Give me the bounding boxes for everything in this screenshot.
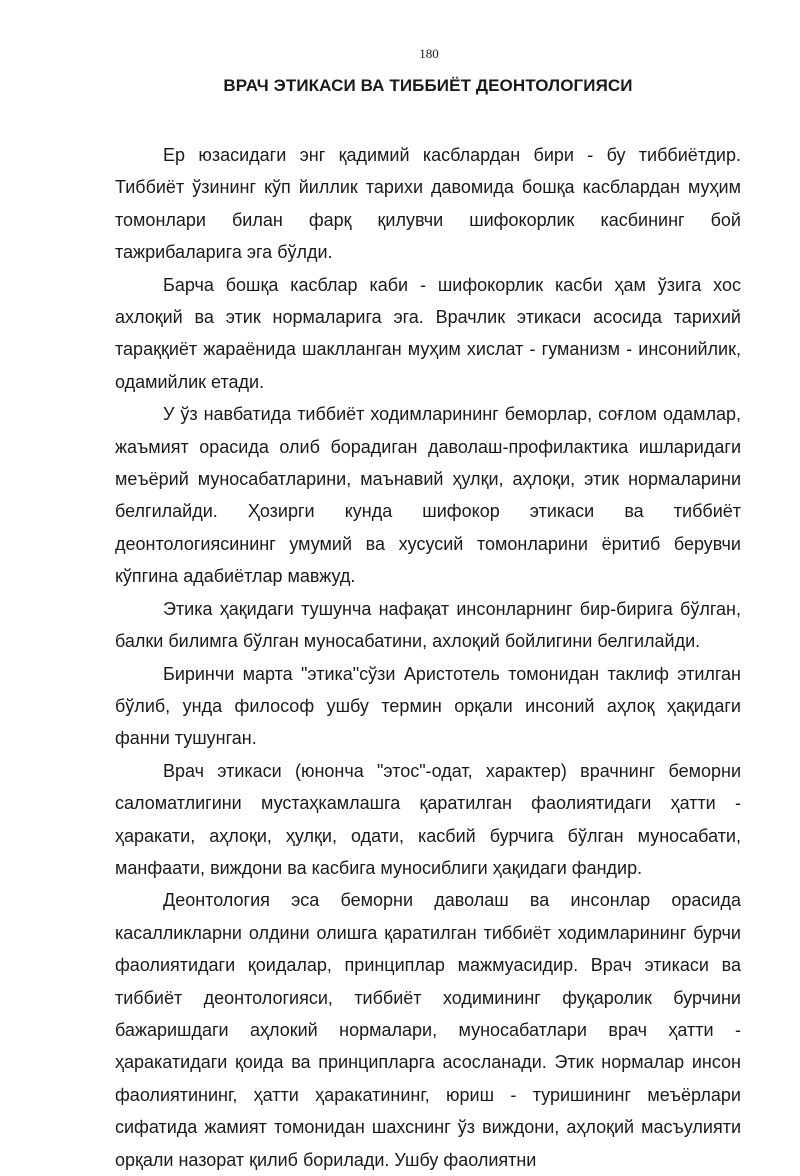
paragraph: Барча бошқа касблар каби - шифокорлик касби ҳам ўзига хос ахлоқий ва этик нормаларига эга. Врачлик этикаси асосида тарихий тараққиёт жараёнида шаклланган муҳим хислат - гуманизм - инсонийлик, одамийлик етади. <box>115 274 741 392</box>
paragraph: Этика ҳақидаги тушунча нафақат инсонларнинг бир-бирига бўлган, балки билимга бўлган муносабатини, ахлоқий бойлигини белгилайди. <box>115 598 741 652</box>
paragraph: Биринчи марта "этика"сўзи Аристотель томонидан таклиф этилган бўлиб, унда философ ушбу термин орқали инсоний аҳлоқ ҳақидаги фанни тушунган. <box>115 663 741 749</box>
document-body <box>115 139 741 1176</box>
page-title: ВРАЧ ЭТИКАСИ ВА ТИББИЁТ ДЕОНТОЛОГИЯСИ <box>223 76 633 95</box>
paragraph: Врач этикаси (юнонча "этос"-одат, характер) врачнинг беморни саломатлигини мустаҳкамлашга қаратилган фаолиятидаги ҳатти - ҳаракати, аҳлоқи, ҳулқи, одати, касбий бурчига бўлган муносабати, манфаати, виждони ва касбига муносиблиги ҳақидаги фандир. <box>115 760 741 878</box>
page-number: 180 <box>419 46 439 61</box>
paragraph: Деонтология эса беморни даволаш ва инсонлар орасида касалликларни олдини олишга қаратилган тиббиёт ходимларининг бурчи фаолиятидаги қоидалар, принциплар мажмуасидир. Врач этикаси ва тиббиёт деонтологияси, тиббиёт ходимининг фуқаролик бурчини бажаришдаги аҳлокий нормалари, муносабатлари врач ҳатти - ҳаракатидаги қоида ва принципларга асосланади. Этик нормалар инсон фаолиятининг, ҳатти ҳаракатининг, юриш - туришининг меъёрлари сифатида жамият томонидан шахснинг ўз виждони, аҳлоқий масъулияти орқали назорат қилиб борилади. Ушбу фаолиятни <box>115 890 741 1170</box>
paragraph: Ер юзасидаги энг қадимий касблардан бири - бу тиббиётдир. Тиббиёт ўзининг кўп йиллик тарихи давомида бошқа касблардан муҳим томонлари билан фарқ қилувчи шифокорлик касбининг бой тажрибаларига эга бўлди. <box>115 145 741 263</box>
paragraph: У ўз навбатида тиббиёт ходимларининг беморлар, соғлом одамлар, жаъмият орасида олиб борадиган даволаш-профилактика ишларидаги меъёрий муносабатларини, маънавий ҳулқи, аҳлоқи, этик нормаларини белгилайди. Ҳозирги кунда шифокор этикаси ва тиббиёт деонтологиясининг умумий ва хусусий томонларини ёритиб берувчи кўпгина адабиётлар мавжуд. <box>115 404 741 587</box>
